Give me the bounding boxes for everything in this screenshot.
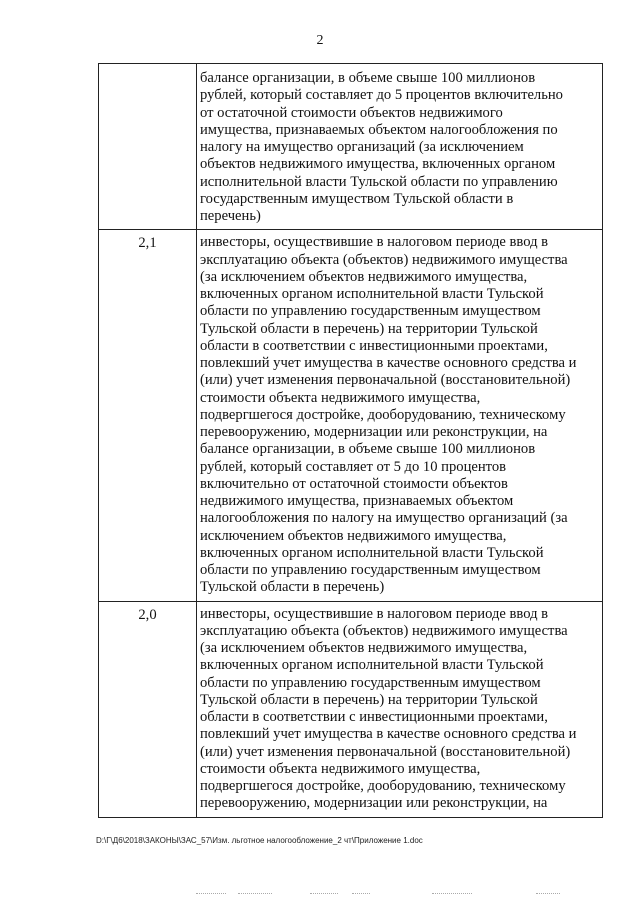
text-line: эксплуатацию объекта (объектов) недвижимого имущества — [200, 251, 568, 268]
text-line: недвижимого имущества, признаваемых объектом — [200, 493, 514, 509]
text-line: области в соответствии с инвестиционными проектами, — [200, 709, 548, 725]
text-line: (за исключением объектов недвижимого имущества, — [200, 640, 528, 656]
text-line: перевооружению, модернизации или реконструкции, на — [200, 424, 548, 440]
text-line: области по управлению государственным имуществом — [200, 303, 541, 320]
text-line: области по управлению государственным имуществом — [200, 562, 541, 578]
text-line: рублей, который составляет до 5 процентов включительно — [200, 87, 563, 104]
scan-artifact — [352, 893, 370, 895]
description-cell — [197, 601, 603, 817]
text-line: объектов недвижимого имущества, включенных органом — [200, 156, 556, 173]
text-line: стоимости объекта недвижимого имущества, — [200, 760, 481, 777]
text-line: включенных органом исполнительной власти Тульской — [200, 544, 544, 561]
coefficients-table — [98, 63, 603, 818]
text-line: исполнительной власти Тульской области по управлению — [200, 173, 558, 190]
text-line: включенных органом исполнительной власти Тульской — [200, 657, 544, 674]
text-line: подвергшегося достройке, дооборудованию, техническому — [200, 778, 566, 794]
text-line: Тульской области в перечень) на территории Тульской — [200, 320, 538, 337]
text-line: (за исключением объектов недвижимого имущества, — [200, 268, 528, 285]
text-line: включительно от остаточной стоимости объектов — [200, 475, 508, 492]
text-line: (или) учет изменения первоначальной (восстановительной) — [200, 743, 571, 760]
text-line: налогообложения по налогу на имущество организаций (за — [200, 510, 568, 527]
text-line: имущества, признаваемых объектом налогообложения по — [200, 121, 558, 138]
table-row — [99, 64, 603, 230]
text-line: стоимости объекта недвижимого имущества, — [200, 389, 481, 406]
scan-artifact — [432, 893, 472, 895]
text-line: области в соответствии с инвестиционными проектами, — [200, 337, 548, 354]
text-line: Тульской области в перечень) на территории Тульской — [200, 691, 538, 708]
scan-artifact — [196, 893, 226, 895]
text-line: государственным имуществом Тульской области в — [200, 190, 514, 207]
text-line: перевооружению, модернизации или реконструкции, на — [200, 795, 548, 812]
text-line: от остаточной стоимости объектов недвижимого — [200, 104, 503, 121]
text-line: исключением объектов недвижимого имущества, — [200, 527, 507, 544]
text-line: рублей, который составляет от 5 до 10 процентов — [200, 458, 507, 475]
scan-artifact — [238, 893, 272, 895]
table-row — [99, 601, 603, 817]
table-row — [99, 230, 603, 601]
text-line: налогу на имущество организаций (за исключением — [200, 139, 524, 155]
text-line: области по управлению государственным имуществом — [200, 674, 541, 691]
coefficient-cell: 2,1 — [99, 230, 197, 601]
text-line: Тульской области в перечень) — [200, 579, 385, 596]
text-line: включенных органом исполнительной власти Тульской — [200, 286, 544, 302]
text-line: инвесторы, осуществившие в налоговом периоде ввод в — [200, 234, 549, 251]
file-path-footer: D:\Г\Д6\2018\ЗАКОНЫ\ЗАС_57\Изм. льготное налогообложение_2 чт\Приложение 1.doc — [96, 836, 423, 845]
coefficient-cell: 2,0 — [99, 601, 197, 817]
description-cell — [197, 64, 603, 230]
page-number: 2 — [316, 33, 324, 48]
text-line: балансе организации, в объеме свыше 100 миллионов — [200, 441, 536, 458]
text-line: балансе организации, в объеме свыше 100 миллионов — [200, 70, 536, 86]
text-line: перечень) — [200, 208, 261, 224]
scan-artifact — [536, 893, 560, 895]
coefficient-cell — [99, 64, 197, 230]
text-line: эксплуатацию объекта (объектов) недвижимого имущества — [200, 622, 568, 639]
scan-artifact — [310, 893, 338, 895]
text-line: подвергшегося достройке, дооборудованию, техническому — [200, 406, 566, 423]
description-cell — [197, 230, 603, 601]
text-line: инвесторы, осуществившие в налоговом периоде ввод в — [200, 605, 549, 622]
text-line: повлекший учет имущества в качестве основного средства и — [200, 355, 577, 371]
text-line: повлекший учет имущества в качестве основного средства и — [200, 726, 577, 743]
text-line: (или) учет изменения первоначальной (восстановительной) — [200, 372, 571, 389]
